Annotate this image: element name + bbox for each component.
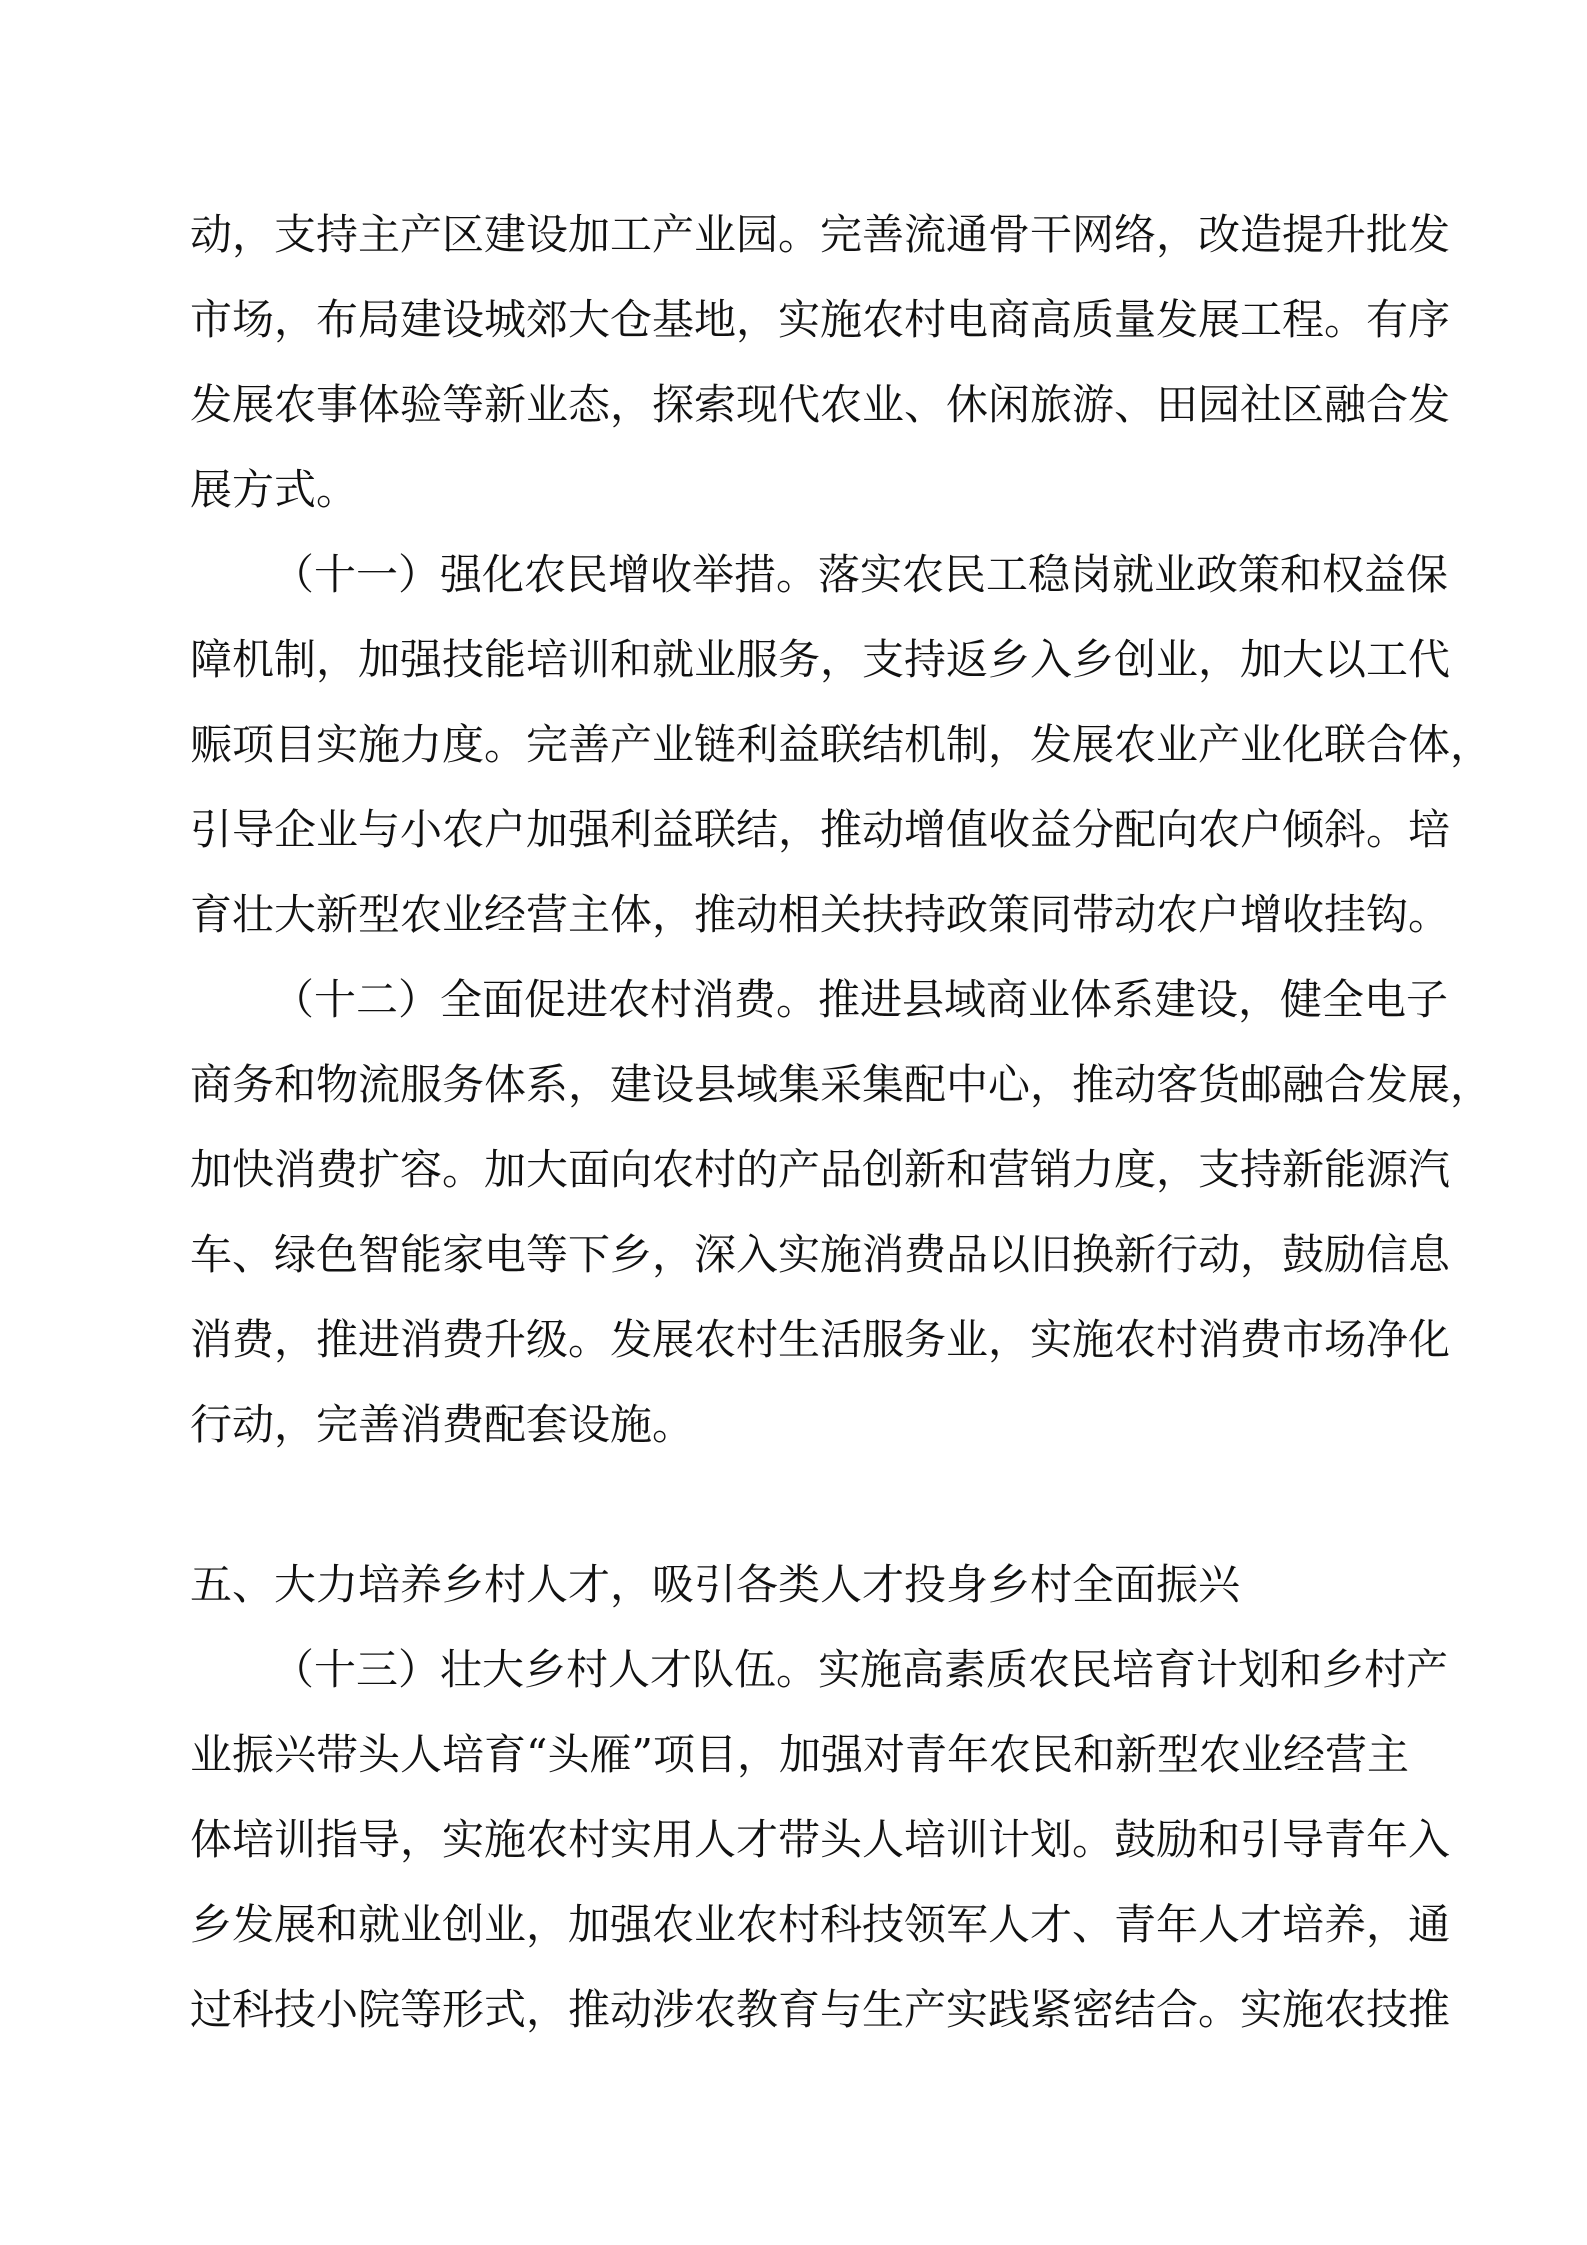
paragraph-line: 乡发展和就业创业，加强农业农村科技领军人才、青年人才培养，通 [190, 1900, 1451, 1949]
paragraph-line: 商务和物流服务体系，建设县域集采集配中心，推动客货邮融合发展， [190, 1060, 1493, 1109]
paragraph-line: 市场，布局建设城郊大仓基地，实施农村电商高质量发展工程。有序 [190, 295, 1451, 344]
paragraph-line: 体培训指导，实施农村实用人才带头人培训计划。鼓励和引导青年入 [190, 1815, 1451, 1864]
paragraph-line: 赈项目实施力度。完善产业链利益联结机制，发展农业产业化联合体， [190, 720, 1493, 769]
paragraph-line: 引导企业与小农户加强利益联结，推动增值收益分配向农户倾斜。培 [190, 805, 1451, 854]
paragraph-line: 发展农事体验等新业态，探索现代农业、休闲旅游、田园社区融合发 [190, 380, 1451, 429]
section-heading-line: （十三）壮大乡村人才队伍。实施高素质农民培育计划和乡村产 [272, 1645, 1449, 1694]
paragraph-line: 消费，推进消费升级。发展农村生活服务业，实施农村消费市场净化 [190, 1315, 1451, 1364]
paragraph-line: 展方式。 [190, 465, 359, 514]
paragraph-line: 育壮大新型农业经营主体，推动相关扶持政策同带动农户增收挂钩。 [190, 890, 1451, 939]
paragraph-line: 动，支持主产区建设加工产业园。完善流通骨干网络，改造提升批发 [190, 210, 1451, 259]
section-heading-line: （十一）强化农民增收举措。落实农民工稳岗就业政策和权益保 [272, 550, 1449, 599]
paragraph-line: 车、绿色智能家电等下乡，深入实施消费品以旧换新行动，鼓励信息 [190, 1230, 1451, 1279]
paragraph-line: 过科技小院等形式，推动涉农教育与生产实践紧密结合。实施农技推 [190, 1985, 1451, 2034]
paragraph-line: 业振兴带头人培育“头雁”项目，加强对青年农民和新型农业经营主 [190, 1730, 1409, 1779]
chapter-heading: 五、大力培养乡村人才，吸引各类人才投身乡村全面振兴 [190, 1560, 1241, 1609]
paragraph-line: 障机制，加强技能培训和就业服务，支持返乡入乡创业，加大以工代 [190, 635, 1451, 684]
paragraph-line: 加快消费扩容。加大面向农村的产品创新和营销力度，支持新能源汽 [190, 1145, 1451, 1194]
section-heading-line: （十二）全面促进农村消费。推进县域商业体系建设，健全电子 [272, 975, 1449, 1024]
paragraph-line: 行动，完善消费配套设施。 [190, 1400, 695, 1449]
